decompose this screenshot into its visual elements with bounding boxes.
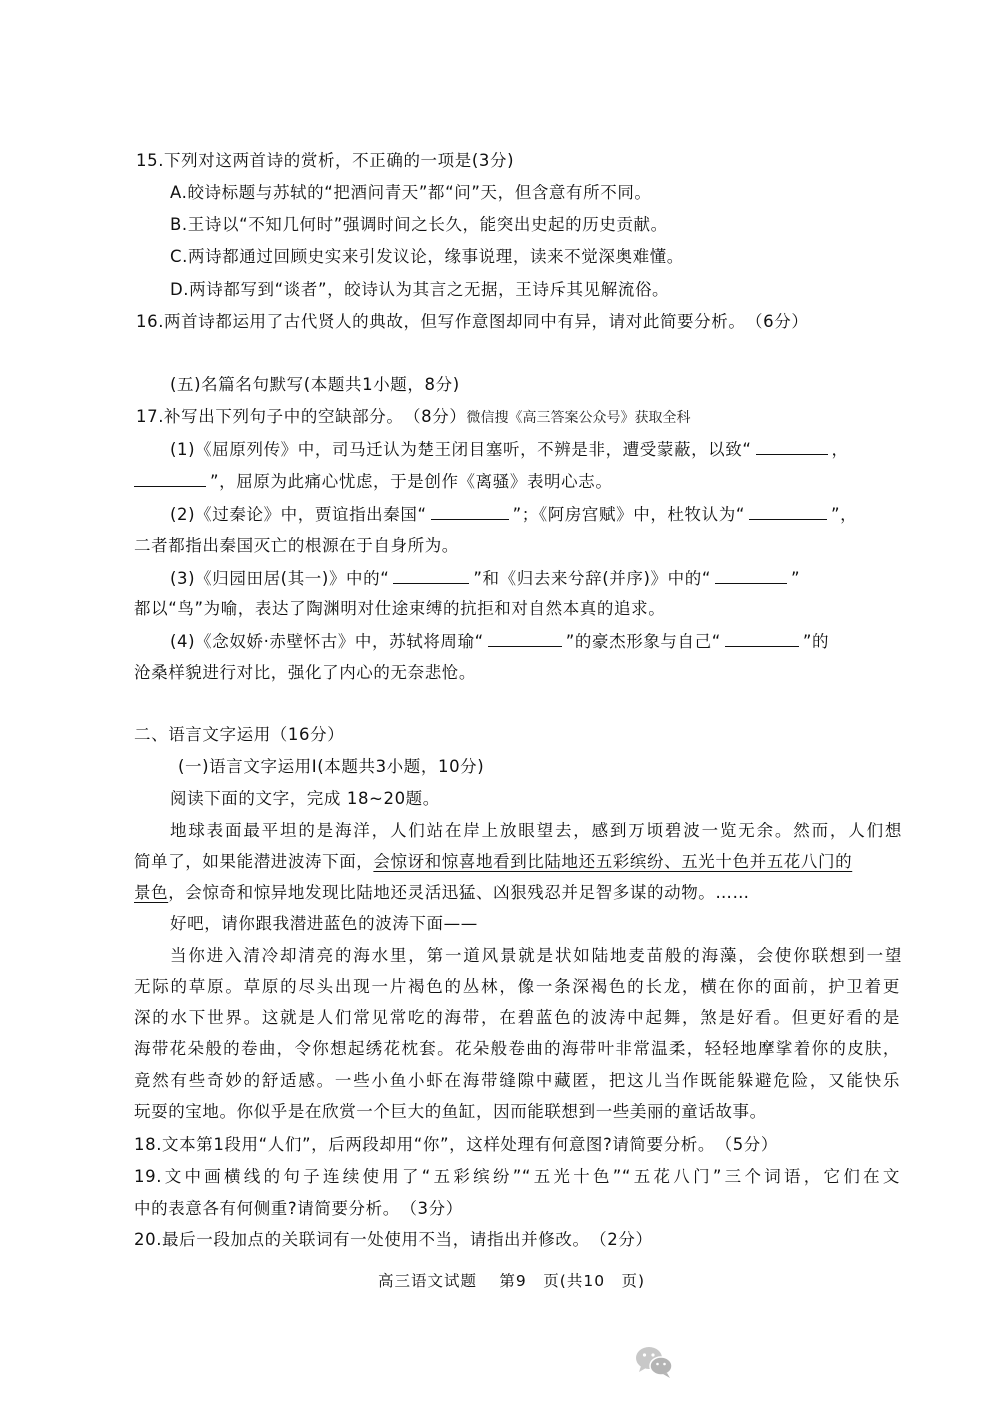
answer-blank[interactable] (756, 438, 828, 455)
question-18: 18.文本第1段用“人们”，后两段却用“你”，这样处理有何意图?请简要分析。 （5分） (134, 1135, 778, 1154)
q17-item-3-line-2: 都以“鸟”为喻，表达了陶渊明对仕途束缚的抗拒和对自然本真的追求。 (134, 599, 666, 618)
passage-text: 简单了，如果能潜进波涛下面， (134, 852, 374, 871)
passage-paragraph-2: 好吧，请你跟我潜进蓝色的波涛下面—— (170, 914, 478, 933)
passage-paragraph-3-line-1: 当你进入清冷却清亮的海水里，第一道风景就是状如陆地麦苗般的海藻，会使你联想到一望 (170, 946, 902, 965)
q17-item-1-line-1 (170, 438, 849, 461)
answer-blank[interactable] (431, 503, 509, 520)
q17-item-1-text-a: (1)《屈原列传》中，司马迁认为楚王闭目塞听，不辨是非，遭受蒙蔽，以致“ (170, 440, 752, 459)
q17-item-2-text-b: ”；《阿房宫赋》中，杜牧认为“ (512, 505, 745, 524)
passage-text: ，会惊奇和惊异地发现比陆地还灵活迅猛、凶狠残忍并足智多谋的动物。…… (168, 883, 750, 902)
q17-item-2-text-c: ”， (830, 505, 858, 524)
answer-blank[interactable] (725, 630, 799, 647)
passage-paragraph-3-line-3: 深的水下世界。这就是人们常见常吃的海带，在碧蓝色的波涛中起舞，煞是好看。但更好看的是 (134, 1008, 900, 1027)
question-19-line-1: 19.文中画横线的句子连续使用了“五彩缤纷”“五光十色”“五花八门”三个词语，它们在文 (134, 1167, 900, 1186)
section-5-title: (五)名篇名句默写(本题共1小题，8分) (170, 375, 460, 394)
q17-item-4-text-b: ”的豪杰形象与自己“ (565, 632, 721, 651)
answer-blank[interactable] (749, 503, 827, 520)
question-15-option-b: B.王诗以“不知几何时”强调时间之长久，能突出史起的历史贡献。 (170, 215, 668, 234)
q17-item-3-text-a: (3)《归园田居(其一)》中的“ (170, 569, 390, 588)
passage-paragraph-3-line-6: 玩耍的宝地。你似乎是在欣赏一个巨大的鱼缸，因而能联想到一些美丽的童话故事。 (134, 1102, 767, 1121)
passage-paragraph-3-line-5: 竟然有些奇妙的舒适感。一些小鱼小虾在海带缝隙中藏匿，把这儿当作既能躲避危险，又能快乐 (134, 1071, 900, 1090)
passage-paragraph-1-line-2 (134, 851, 852, 873)
q17-item-4-text-a: (4)《念奴娇·赤壁怀古》中，苏轼将周瑜“ (170, 632, 484, 651)
q17-item-4-text-c: ”的 (802, 632, 830, 651)
q17-item-1-text-b: ”，屈原为此痛心忧虑，于是创作《离骚》表明心志。 (210, 472, 613, 491)
question-15-option-c: C.两诗都通过回顾史实来引发议论，缘事说理，读来不觉深奥难懂。 (170, 247, 684, 266)
question-20: 20.最后一段加点的关联词有一处使用不当，请指出并修改。 （2分） (134, 1230, 653, 1249)
underlined-sentence-end: 景色 (134, 883, 169, 902)
q17-item-3-text-b: ”和《归去来兮辞(并序)》中的“ (473, 569, 711, 588)
q17-item-4-line-2: 沧桑样貌进行对比，强化了内心的无奈悲怆。 (134, 663, 476, 682)
passage-paragraph-3-line-4: 海带花朵般的卷曲，令你想起绣花枕套。花朵般卷曲的海带叶非常温柔，轻轻地摩挲着你的皮肤， (134, 1039, 900, 1058)
passage-paragraph-1-line-3 (134, 882, 750, 904)
passage-paragraph-3-line-2: 无际的草原。草原的尽头出现一片褐色的丛林，像一条深褐色的长龙，横在你的面前，护卫着更 (134, 977, 900, 996)
question-15-option-d: D.两诗都写到“谈者”，皎诗认为其言之无据，王诗斥其见解流俗。 (170, 280, 670, 299)
q17-item-3-line-1 (170, 567, 800, 590)
answer-blank[interactable] (393, 567, 469, 584)
passage-paragraph-1-line-1: 地球表面最平坦的是海洋，人们站在岸上放眼望去，感到万顷碧波一览无余。然而，人们想 (170, 821, 902, 840)
watermark-note: 微信搜《高三答案公众号》获取全科 (466, 410, 691, 426)
question-15-stem: 15.下列对这两首诗的赏析，不正确的一项是(3分) (136, 151, 515, 170)
q17-item-1-comma: ， (831, 440, 849, 459)
q17-item-2-text-a: (2)《过秦论》中，贾谊指出秦国“ (170, 505, 427, 524)
question-19-line-2: 中的表意各有何侧重?请简要分析。 （3分） (134, 1199, 463, 1218)
question-16: 16.两首诗都运用了古代贤人的典故，但写作意图却同中有异，请对此简要分析。 （6分） (136, 312, 809, 331)
question-17-text: 17.补写出下列句子中的空缺部分。 （8分） (136, 407, 467, 426)
question-17-stem (136, 406, 690, 429)
q17-item-1-line-2 (134, 470, 612, 493)
q17-item-2-line-2: 二者都指出秦国灭亡的根源在于自身所为。 (134, 536, 459, 555)
part-2-title: 二、语言文字运用（16分） (134, 725, 345, 744)
q17-item-2-line-1 (170, 503, 857, 526)
q17-item-3-text-c: ” (790, 569, 801, 588)
subsection-1-title: (一)语言文字运用Ⅰ(本题共3小题，10分) (178, 757, 485, 776)
question-15-option-a: A.皎诗标题与苏轼的“把酒问青天”都“问”天，但含意有所不同。 (170, 183, 652, 202)
answer-blank[interactable] (134, 470, 206, 487)
answer-blank[interactable] (488, 630, 562, 647)
wechat-logo-icon (634, 1345, 674, 1379)
q17-item-4-line-1 (170, 630, 829, 653)
reading-instruction: 阅读下面的文字，完成 18~20题。 (170, 789, 440, 808)
answer-blank[interactable] (715, 567, 787, 584)
underlined-sentence: 会惊讶和惊喜地看到比陆地还五彩缤纷、五光十色并五花八门的 (373, 852, 853, 871)
page-footer: 高三语文试题 第9 页(共10 页) (378, 1272, 646, 1290)
